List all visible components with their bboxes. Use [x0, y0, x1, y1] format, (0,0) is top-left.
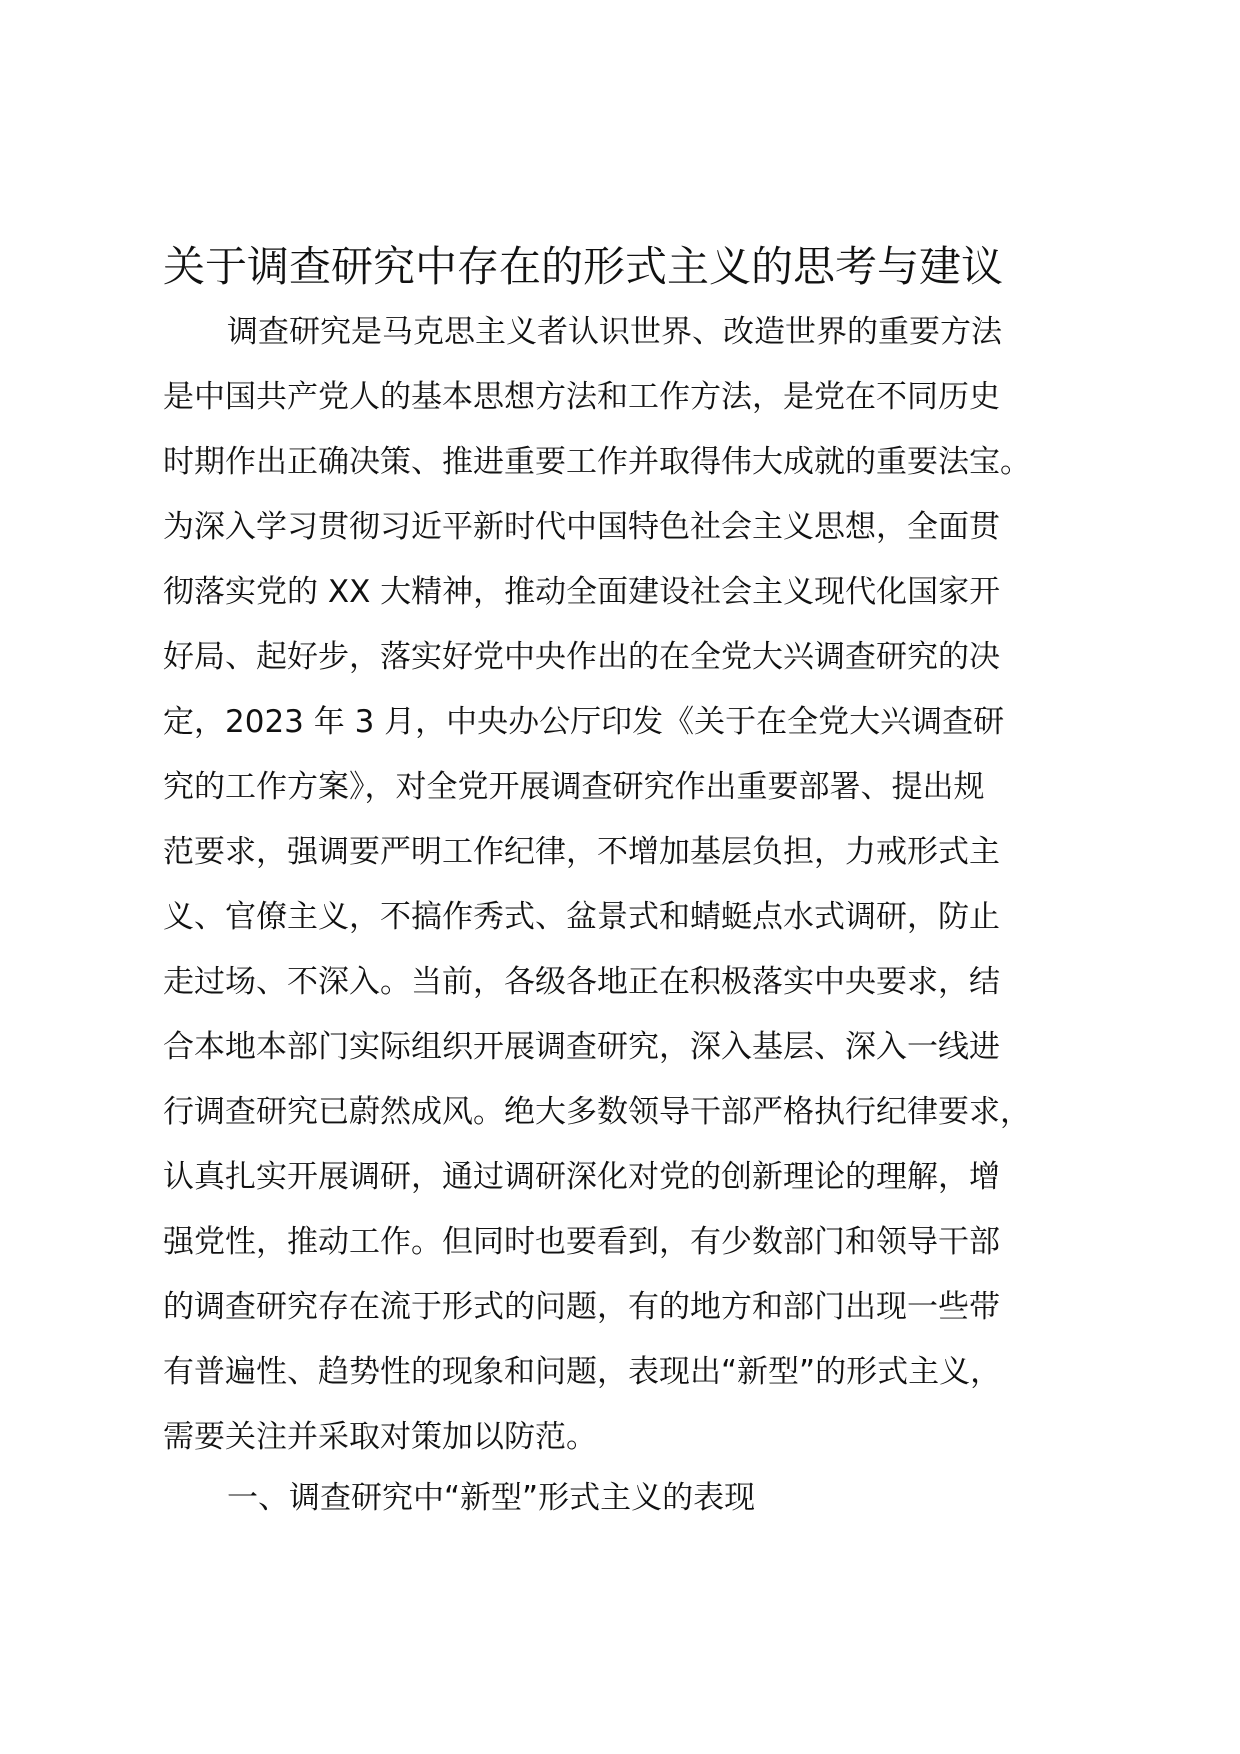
paragraph-line: 行调查研究已蔚然成风。绝大多数领导干部严格执行纪律要求， — [163, 1094, 1031, 1130]
section-heading: 一、调查研究中“新型”形式主义的表现 — [227, 1480, 756, 1516]
paragraph-line: 究的工作方案》，对全党开展调查研究作出重要部署、提出规 — [163, 769, 985, 805]
paragraph-line: 需要关注并采取对策加以防范。 — [163, 1419, 597, 1455]
paragraph-line: 时期作出正确决策、推进重要工作并取得伟大成就的重要法宝。 — [163, 444, 1031, 480]
paragraph-line: 义、官僚主义，不搞作秀式、盆景式和蜻蜓点水式调研，防止 — [163, 899, 1000, 935]
paragraph-line: 调查研究是马克思主义者认识世界、改造世界的重要方法 — [227, 314, 1002, 350]
paragraph-line: 彻落实党的 XX 大精神，推动全面建设社会主义现代化国家开 — [163, 574, 1001, 610]
paragraph-line: 走过场、不深入。当前，各级各地正在积极落实中央要求，结 — [163, 964, 1000, 1000]
paragraph-line: 为深入学习贯彻习近平新时代中国特色社会主义思想，全面贯 — [163, 509, 1000, 545]
paragraph-line: 范要求，强调要严明工作纪律，不增加基层负担，力戒形式主 — [163, 834, 1000, 870]
paragraph-line: 强党性，推动工作。但同时也要看到，有少数部门和领导干部 — [163, 1224, 1000, 1260]
paragraph-line: 认真扎实开展调研，通过调研深化对党的创新理论的理解，增 — [163, 1159, 1000, 1195]
paragraph-line: 合本地本部门实际组织开展调查研究，深入基层、深入一线进 — [163, 1029, 1000, 1065]
paragraph-line: 是中国共产党人的基本思想方法和工作方法，是党在不同历史 — [163, 379, 1000, 415]
paragraph-line: 的调查研究存在流于形式的问题，有的地方和部门出现一些带 — [163, 1289, 1000, 1325]
paragraph-line: 好局、起好步，落实好党中央作出的在全党大兴调查研究的决 — [163, 639, 1000, 675]
intro-paragraph — [163, 300, 1123, 1470]
paragraph-line: 有普遍性、趋势性的现象和问题，表现出“新型”的形式主义， — [163, 1354, 1002, 1390]
document-title: 关于调查研究中存在的形式主义的思考与建议 — [163, 242, 1004, 291]
paragraph-line: 定，2023 年 3 月，中央办公厅印发《关于在全党大兴调查研 — [163, 704, 1005, 740]
